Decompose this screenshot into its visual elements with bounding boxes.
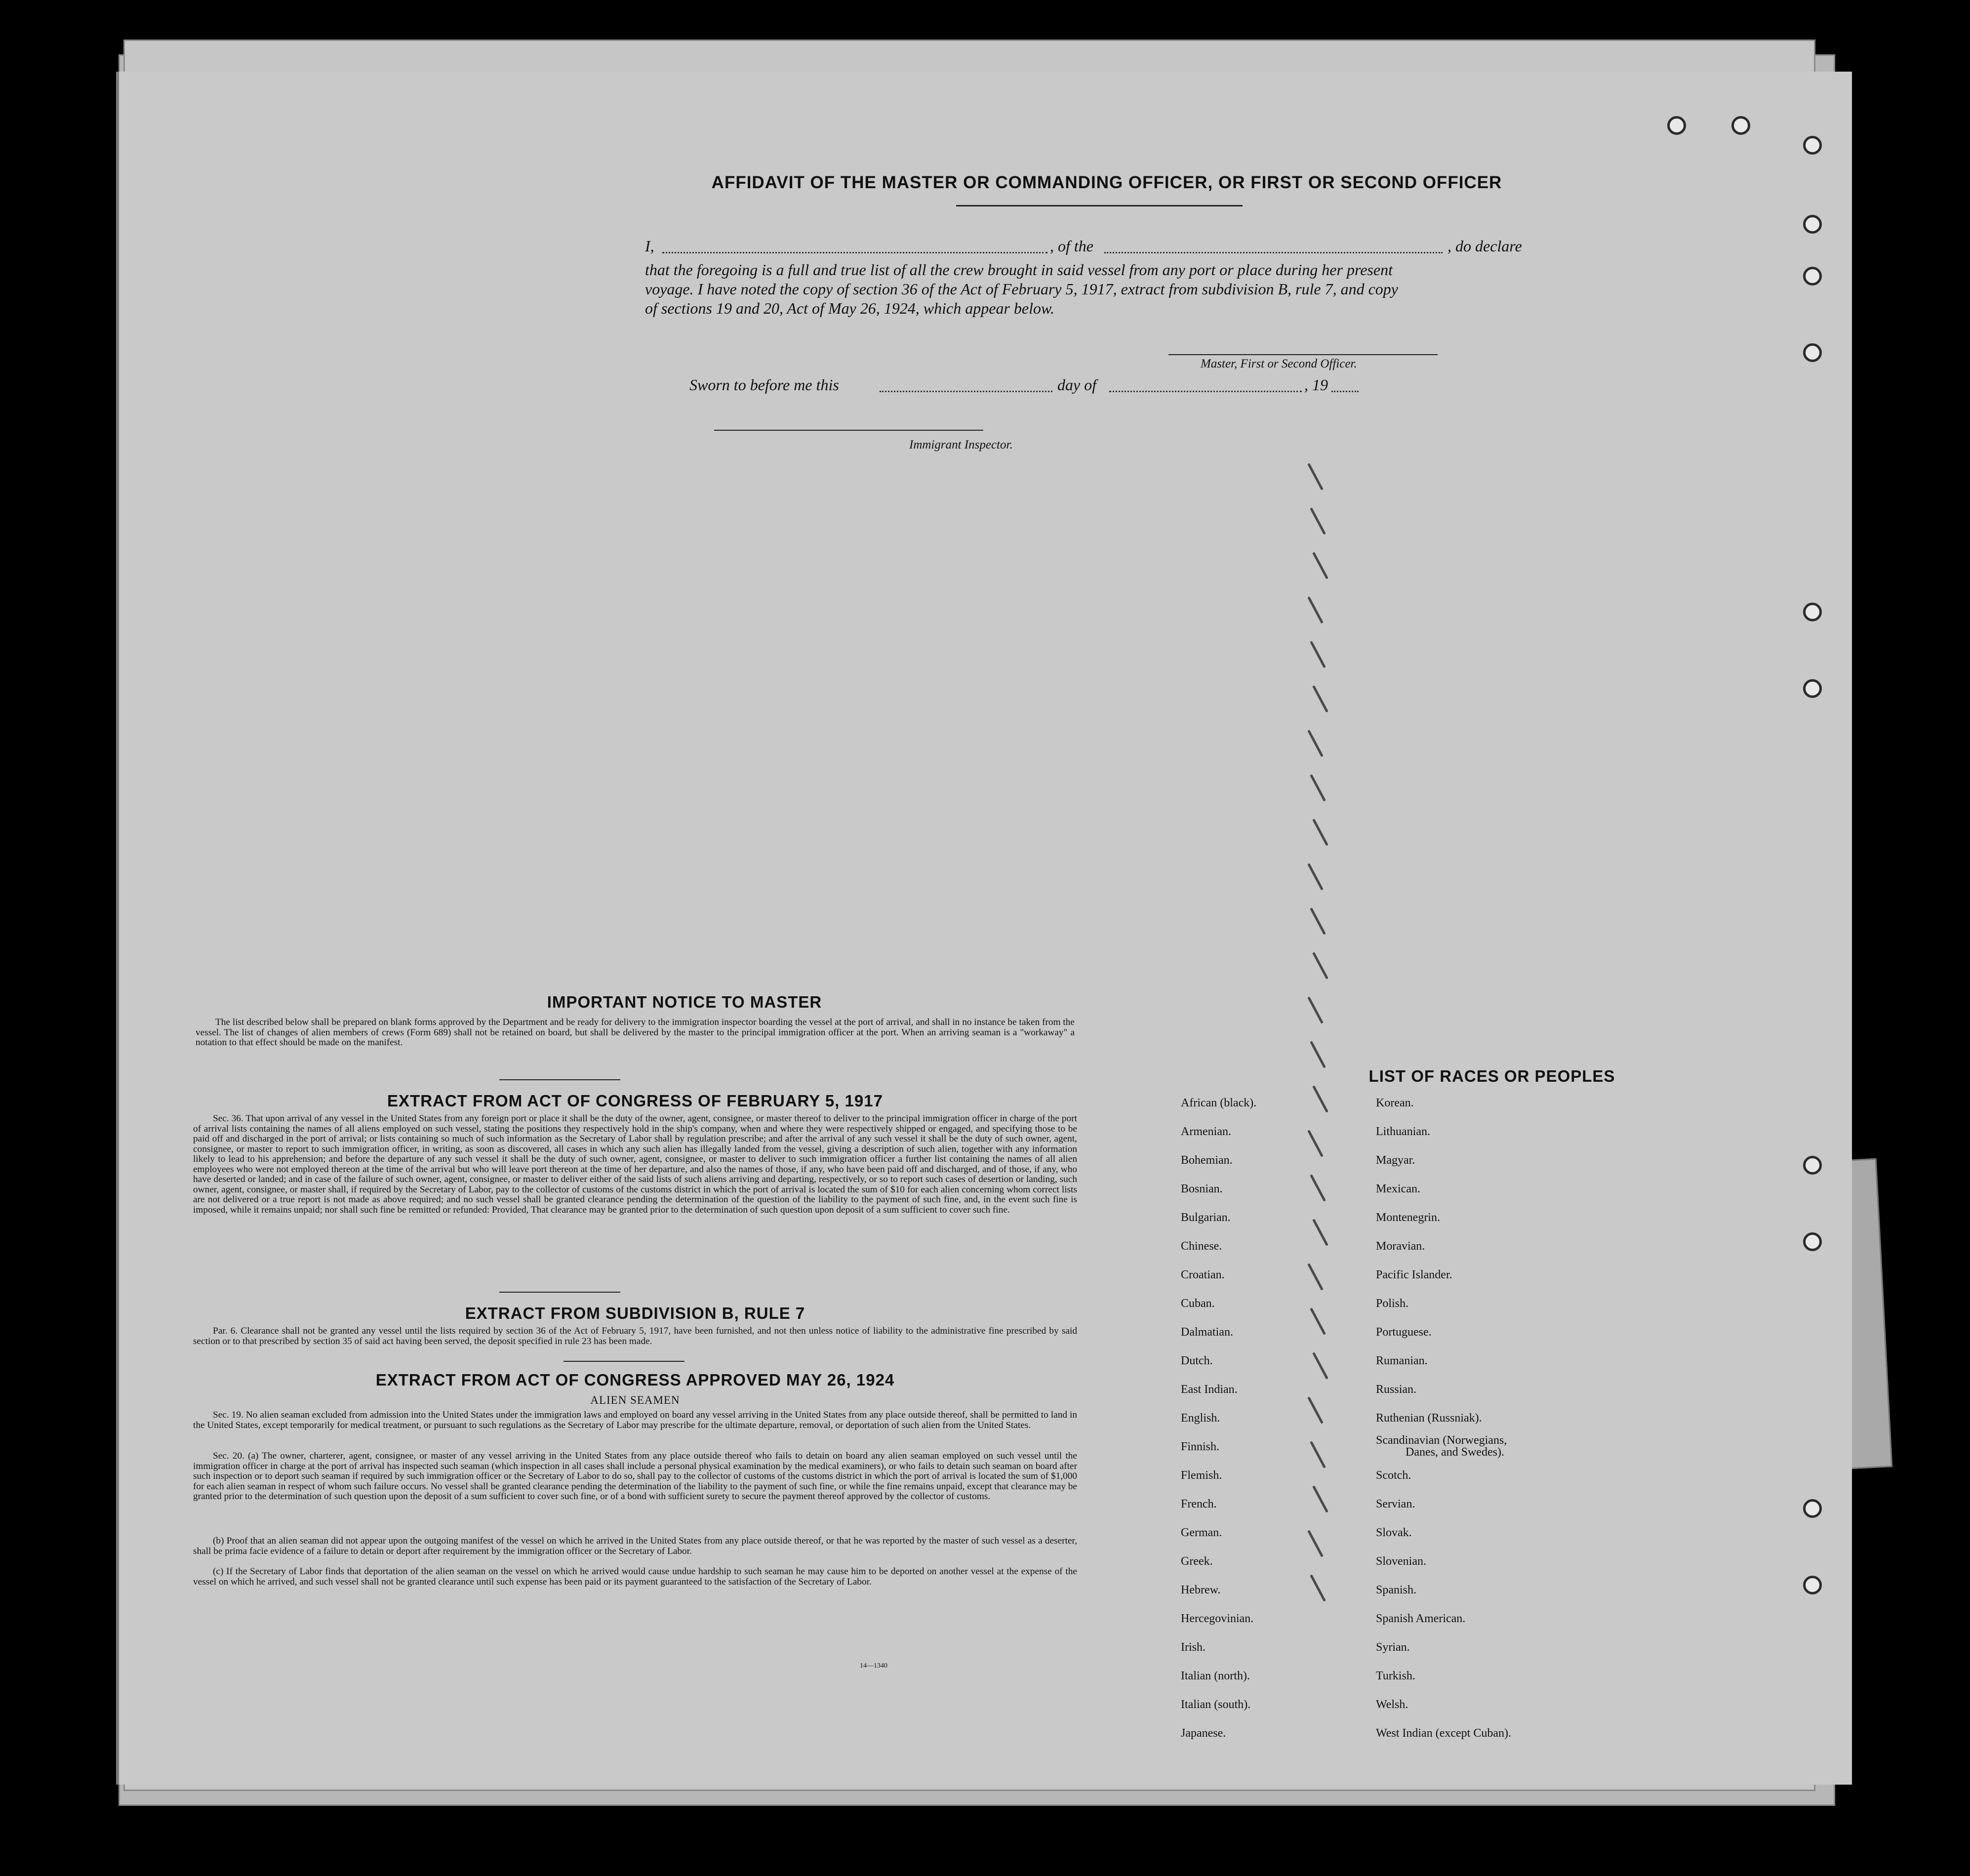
race-item: Chinese. — [1181, 1240, 1222, 1253]
form-sheet — [116, 72, 1852, 1785]
punch-hole — [1803, 1232, 1822, 1251]
extract-rule7-title: EXTRACT FROM SUBDIVISION B, RULE 7 — [465, 1304, 805, 1322]
extract-rule7-text: Par. 6. Clearance shall not be granted any vessel until the lists required by section 36 of the Act of February 5, 1917, have been furnished, and not then unless notice of liability to the administrative fine prescribed by said section or to that prescribed by section 35 of said act having been served, the deposit specified in rule 23 has been made. — [193, 1326, 1077, 1346]
master-caption: Master, First or Second Officer. — [1201, 357, 1357, 370]
race-item: Turkish. — [1376, 1670, 1415, 1682]
day-of-text: day of — [1057, 376, 1097, 394]
race-item: Slovenian. — [1376, 1555, 1426, 1568]
race-item: Servian. — [1376, 1498, 1415, 1510]
inspector-caption: Immigrant Inspector. — [909, 438, 1013, 451]
race-item: Dutch. — [1181, 1354, 1213, 1367]
race-item: Armenian. — [1181, 1125, 1231, 1138]
race-item: Korean. — [1376, 1097, 1414, 1109]
punch-hole — [1803, 136, 1822, 155]
title-rule — [956, 205, 1243, 206]
race-item: Syrian. — [1376, 1641, 1410, 1654]
race-item: West Indian (except Cuban). — [1376, 1727, 1511, 1740]
race-item: English. — [1181, 1412, 1220, 1425]
notice-rule — [499, 1079, 620, 1080]
race-item: German. — [1181, 1526, 1222, 1539]
race-item: Mexican. — [1376, 1183, 1420, 1195]
year-blank — [1331, 391, 1359, 392]
affidavit-line-4: of sections 19 and 20, Act of May 26, 1924, which appear below. — [645, 299, 1054, 317]
affidavit-of-the: , of the — [1050, 237, 1093, 255]
punch-hole — [1803, 215, 1822, 234]
punch-hole — [1803, 1576, 1822, 1594]
extract-rule7-rule — [563, 1361, 684, 1362]
race-item: Danes, and Swedes). — [1406, 1446, 1504, 1459]
punch-hole — [1731, 116, 1750, 135]
race-item: Polish. — [1376, 1297, 1409, 1310]
race-item: Italian (north). — [1181, 1670, 1250, 1682]
month-blank — [1109, 391, 1302, 392]
race-item: Japanese. — [1181, 1727, 1226, 1740]
race-item: French. — [1181, 1498, 1217, 1510]
punch-hole — [1803, 267, 1822, 285]
affidavit-line-3: voyage. I have noted the copy of section 36 of the Act of February 5, 1917, extract from subdivision B, rule 7, and copy — [645, 280, 1398, 298]
master-signature-line — [1168, 354, 1438, 355]
vessel-blank — [1104, 252, 1443, 253]
affidavit-line-2: that the foregoing is a full and true list of all the crew brought in said vessel from any port or place during her present — [645, 261, 1393, 279]
sworn-line — [645, 376, 1598, 396]
race-item: Italian (south). — [1181, 1698, 1251, 1711]
race-item: East Indian. — [1181, 1383, 1238, 1396]
race-item: Bulgarian. — [1181, 1211, 1231, 1224]
notice-text: The list described below shall be prepared on blank forms approved by the Department and be ready for delivery to the immigration inspector boarding the vessel at the port of arrival, and shall in no instance be taken from the vessel. The list of changes of alien members of crews (Form 689) shall not be retained on board, but shall be delivered by the master to the principal immigration officer at the port. When an arriving seaman is a "workaway" a notation to that effect should be made on the manifest. — [196, 1017, 1075, 1048]
sworn-text: Sworn to before me this — [689, 376, 839, 394]
race-item: Spanish American. — [1376, 1612, 1466, 1625]
punch-hole — [1803, 603, 1822, 621]
race-item: Lithuanian. — [1376, 1125, 1430, 1138]
race-item: Irish. — [1181, 1641, 1206, 1654]
race-item: Finnish. — [1181, 1440, 1220, 1453]
race-item: Spanish. — [1376, 1584, 1417, 1596]
notice-title: IMPORTANT NOTICE TO MASTER — [547, 993, 822, 1011]
affidavit-declare: , do declare — [1447, 237, 1522, 255]
race-item: African (black). — [1181, 1097, 1257, 1109]
race-item: Croatian. — [1181, 1268, 1225, 1281]
race-item: Scandinavian (Norwegians, — [1376, 1434, 1507, 1447]
race-item: Magyar. — [1376, 1154, 1415, 1167]
sec-20a-text: Sec. 20. (a) The owner, charterer, agent, consignee, or master of any vessel arriving in the United States from any place outside thereof who fails to detain on board any alien seaman employed on such vessel until the immigration officer in charge at the port of arrival has inspected such seaman (which inspection in all cases shall include a personal physical examination by the medical examiners), or who fails to detain such seaman on board after such inspection or to deport such seaman if required by such immigration officer or the Secretary of Labor to do so, shall pay to the collector of customs of the customs district in which the port of arrival is located the sum of $1,000 for each alien seaman in respect of whom such failure occurs. No vessel shall be granted clearance pending the determination of the liability to the payment of such fine, or while the fine remains unpaid, except that clearance may be granted prior to the determination of such question upon the deposit of a sum sufficient to cover such fine, or of a bond with sufficient surety to secure the payment thereof approved by the collector of customs. — [193, 1451, 1077, 1502]
race-item: Dalmatian. — [1181, 1326, 1233, 1339]
race-item: Bosnian. — [1181, 1183, 1223, 1195]
extract-1917-rule — [499, 1292, 620, 1293]
races-title: LIST OF RACES OR PEOPLES — [1368, 1067, 1615, 1085]
race-item: Ruthenian (Russniak). — [1376, 1412, 1482, 1425]
race-item: Portuguese. — [1376, 1326, 1432, 1339]
sec-20c-text: (c) If the Secretary of Labor finds that deportation of the alien seaman on the vessel on which he arrived would cause undue hardship to such seaman he may cause him to be deported on another vessel at the expense of the vessel on which he arrived, and such vessel shall not be granted clearance until such expense has been paid or its payment guaranteed to the satisfaction of the Secretary of Labor. — [193, 1566, 1077, 1587]
affidavit-i: I, — [645, 237, 654, 255]
punch-hole — [1803, 1156, 1822, 1175]
year-text: , 19 — [1304, 376, 1328, 394]
race-item: Moravian. — [1376, 1240, 1425, 1253]
punch-hole — [1803, 343, 1822, 362]
punch-hole — [1667, 116, 1686, 135]
inspector-signature-line — [714, 430, 983, 431]
race-item: Russian. — [1376, 1383, 1417, 1396]
race-item: Slovak. — [1376, 1526, 1412, 1539]
race-item: Welsh. — [1376, 1698, 1408, 1711]
race-item: Bohemian. — [1181, 1154, 1233, 1167]
name-blank — [662, 252, 1047, 253]
extract-1917-title: EXTRACT FROM ACT OF CONGRESS OF FEBRUARY 5, 1917 — [387, 1092, 883, 1110]
sec-20b-text: (b) Proof that an alien seaman did not appear upon the outgoing manifest of the vessel on which he arrived in the United States from any place outside thereof, or that he was reported by the master of such vessel as a deserter, shall be prima facie evidence of a failure to detain or deport after requirement by the immigration officer or the Secretary of Labor. — [193, 1536, 1077, 1556]
race-item: Scotch. — [1376, 1469, 1411, 1482]
day-blank — [880, 391, 1052, 392]
race-item: Pacific Islander. — [1376, 1268, 1452, 1281]
punch-hole — [1803, 679, 1822, 698]
affidavit-line-1 — [645, 237, 1598, 257]
race-item: Montenegrin. — [1376, 1211, 1440, 1224]
race-item: Flemish. — [1181, 1469, 1222, 1482]
race-item: Cuban. — [1181, 1297, 1215, 1310]
punch-hole — [1803, 1499, 1822, 1518]
race-item: Hercegovinian. — [1181, 1612, 1254, 1625]
affidavit-title: AFFIDAVIT OF THE MASTER OR COMMANDING OFFICER, OR FIRST OR SECOND OFFICER — [711, 173, 1502, 192]
extract-1924-title: EXTRACT FROM ACT OF CONGRESS APPROVED MAY 26, 1924 — [375, 1371, 895, 1389]
alien-seamen-subtitle: ALIEN SEAMEN — [590, 1394, 680, 1406]
race-item: Hebrew. — [1181, 1584, 1221, 1596]
sec-19-text: Sec. 19. No alien seaman excluded from admission into the United States under the immigration laws and employed on board any vessel arriving in the United States from any place outside thereof, shall be permitted to land in the United States, except temporarily for medical treatment, or pursuant to such regulations as the Secretary of Labor may prescribe for the ultimate departure, removal, or deportation of such alien from the United States. — [193, 1410, 1077, 1430]
race-item: Rumanian. — [1376, 1354, 1428, 1367]
race-item: Greek. — [1181, 1555, 1213, 1568]
form-number: 14—1340 — [860, 1662, 887, 1670]
extract-1917-text: Sec. 36. That upon arrival of any vessel in the United States from any foreign port or place it shall be the duty of the owner, agent, consignee, or master thereof to deliver to the principal immigration officer in charge of the port of arrival lists containing the names of all aliens employed on such vessel, stating the positions they respectively hold in the ship's company, when and where they were respectively shipped or engaged, and specifying those to be paid off and discharged in the port of arrival; or lists containing so much of such information as the Secretary of Labor shall by regulation prescribe; and after the arrival of any such vessel it shall be the duty of such owner, agent, consignee, or master to report to such immigration officer, in writing, as soon as discovered, all cases in which any such alien has illegally landed from the vessel, giving a description of such alien, together with any information likely to lead to his apprehension; and before the departure of any such vessel it shall be the duty of such owner, agent, consignee, or master to deliver to such immigration officer a further list containing the names of all alien employees who were not employed thereon at the time of the arrival but who will leave port thereon at the time of her departure, and also the names of those, if any, who have been paid off and discharged, and of those, if any, who have deserted or landed; and in case of the failure of such owner, agent, consignee, or master to deliver either of the said lists of such aliens arriving and departing, respectively, or so to report such cases of desertion or landing, such owner, agent, consignee, or master shall, if required by the Secretary of Labor, pay to the collector of customs of the customs district in which the port of arrival is located the sum of $10 for each alien concerning whom correct lists are not delivered or a true report is not made as above required; and no such vessel shall be granted clearance pending the determination of the question of the liability to the payment of such fine, and, in the event such fine is imposed, while it remains unpaid; nor shall such fine be remitted or refunded: Provided, That clearance may be granted prior to the determination of such question upon deposit of a sum sufficient to cover such fine. — [193, 1113, 1077, 1215]
